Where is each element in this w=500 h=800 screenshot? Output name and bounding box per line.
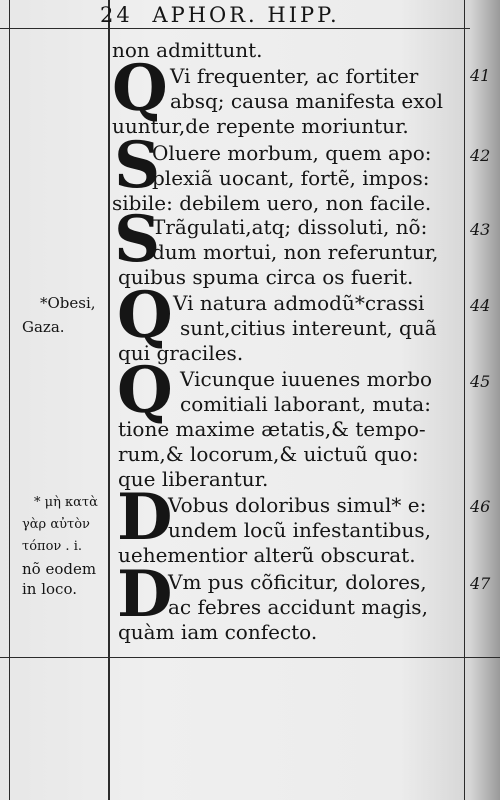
- aphorism-number: 42: [470, 146, 491, 165]
- text-line: que liberantur.: [118, 467, 269, 491]
- drop-cap-initial: Q: [117, 278, 173, 353]
- aphorism-number: 41: [470, 66, 491, 85]
- text-line: non admittunt.: [112, 38, 263, 62]
- text-line: uehementior alterũ obscurat.: [118, 543, 416, 567]
- running-title: APHOR. HIPP.: [152, 3, 340, 27]
- text-line: Oluere morbum, quem apo:: [152, 141, 432, 165]
- text-line: Vobus doloribus simul* e:: [168, 493, 427, 517]
- margin-note-greek: γὰρ αὐτὸν: [22, 517, 90, 532]
- text-line: sibile: debilem uero, non facile.: [112, 191, 432, 215]
- text-column-right-rule: [464, 0, 465, 800]
- text-line: quibus spuma circa os fuerit.: [118, 265, 414, 289]
- margin-note-obesi: *Obesi,: [40, 294, 96, 312]
- aphorism-number: 44: [470, 296, 491, 315]
- text-line: Vi frequenter, ac fortiter: [170, 64, 419, 88]
- text-line: absq; causa manifesta exol: [170, 89, 443, 113]
- text-line: sunt,citius intereunt, quã: [180, 316, 437, 340]
- text-line: Vicunque iuuenes morbo: [180, 367, 433, 391]
- margin-note-greek: τόπον . i.: [22, 539, 82, 554]
- aphorism-number: 47: [470, 574, 491, 593]
- margin-note-greek: * μὴ κατὰ: [34, 495, 98, 510]
- drop-cap-initial: Q: [112, 51, 168, 126]
- drop-cap-initial: D: [117, 557, 173, 632]
- text-line: dum mortui, non referuntur,: [152, 240, 439, 264]
- text-line: Trãgulati,atq; dissoluti, nõ:: [152, 215, 428, 239]
- left-margin-rule: [9, 0, 10, 800]
- aphorism-number: 45: [470, 372, 491, 391]
- text-line: Vi natura admodũ*crassi: [173, 291, 425, 315]
- text-column-left-rule: [108, 0, 110, 800]
- text-line: undem locũ infestantibus,: [168, 518, 431, 542]
- text-line: ac febres accidunt magis,: [168, 595, 428, 619]
- drop-cap-initial: S: [114, 128, 161, 203]
- text-line: qui graciles.: [118, 341, 244, 365]
- margin-note-gaza: Gaza.: [22, 318, 65, 336]
- margin-note-latin: in loco.: [22, 580, 77, 598]
- page-number: 24: [100, 3, 133, 27]
- drop-cap-initial: S: [114, 202, 161, 277]
- running-header: [100, 3, 440, 29]
- text-line: tione maxime ætatis,& tempo-: [118, 417, 426, 441]
- drop-cap-initial: Q: [117, 353, 173, 428]
- text-line: plexiã uocant, fortẽ, impos:: [152, 166, 430, 190]
- text-line: Vm pus cõficitur, dolores,: [168, 570, 427, 594]
- margin-note-latin: nõ eodem: [22, 560, 97, 578]
- aphorism-number: 43: [470, 220, 491, 239]
- text-line: comitiali laborant, muta:: [180, 392, 431, 416]
- text-line: quàm iam confecto.: [118, 620, 318, 644]
- aphorism-number: 46: [470, 497, 491, 516]
- drop-cap-initial: D: [117, 480, 173, 555]
- text-line: uuntur,de repente moriuntur.: [112, 114, 409, 138]
- text-line: rum,& locorum,& uictuũ quo:: [118, 442, 419, 466]
- footer-rule: [0, 657, 500, 658]
